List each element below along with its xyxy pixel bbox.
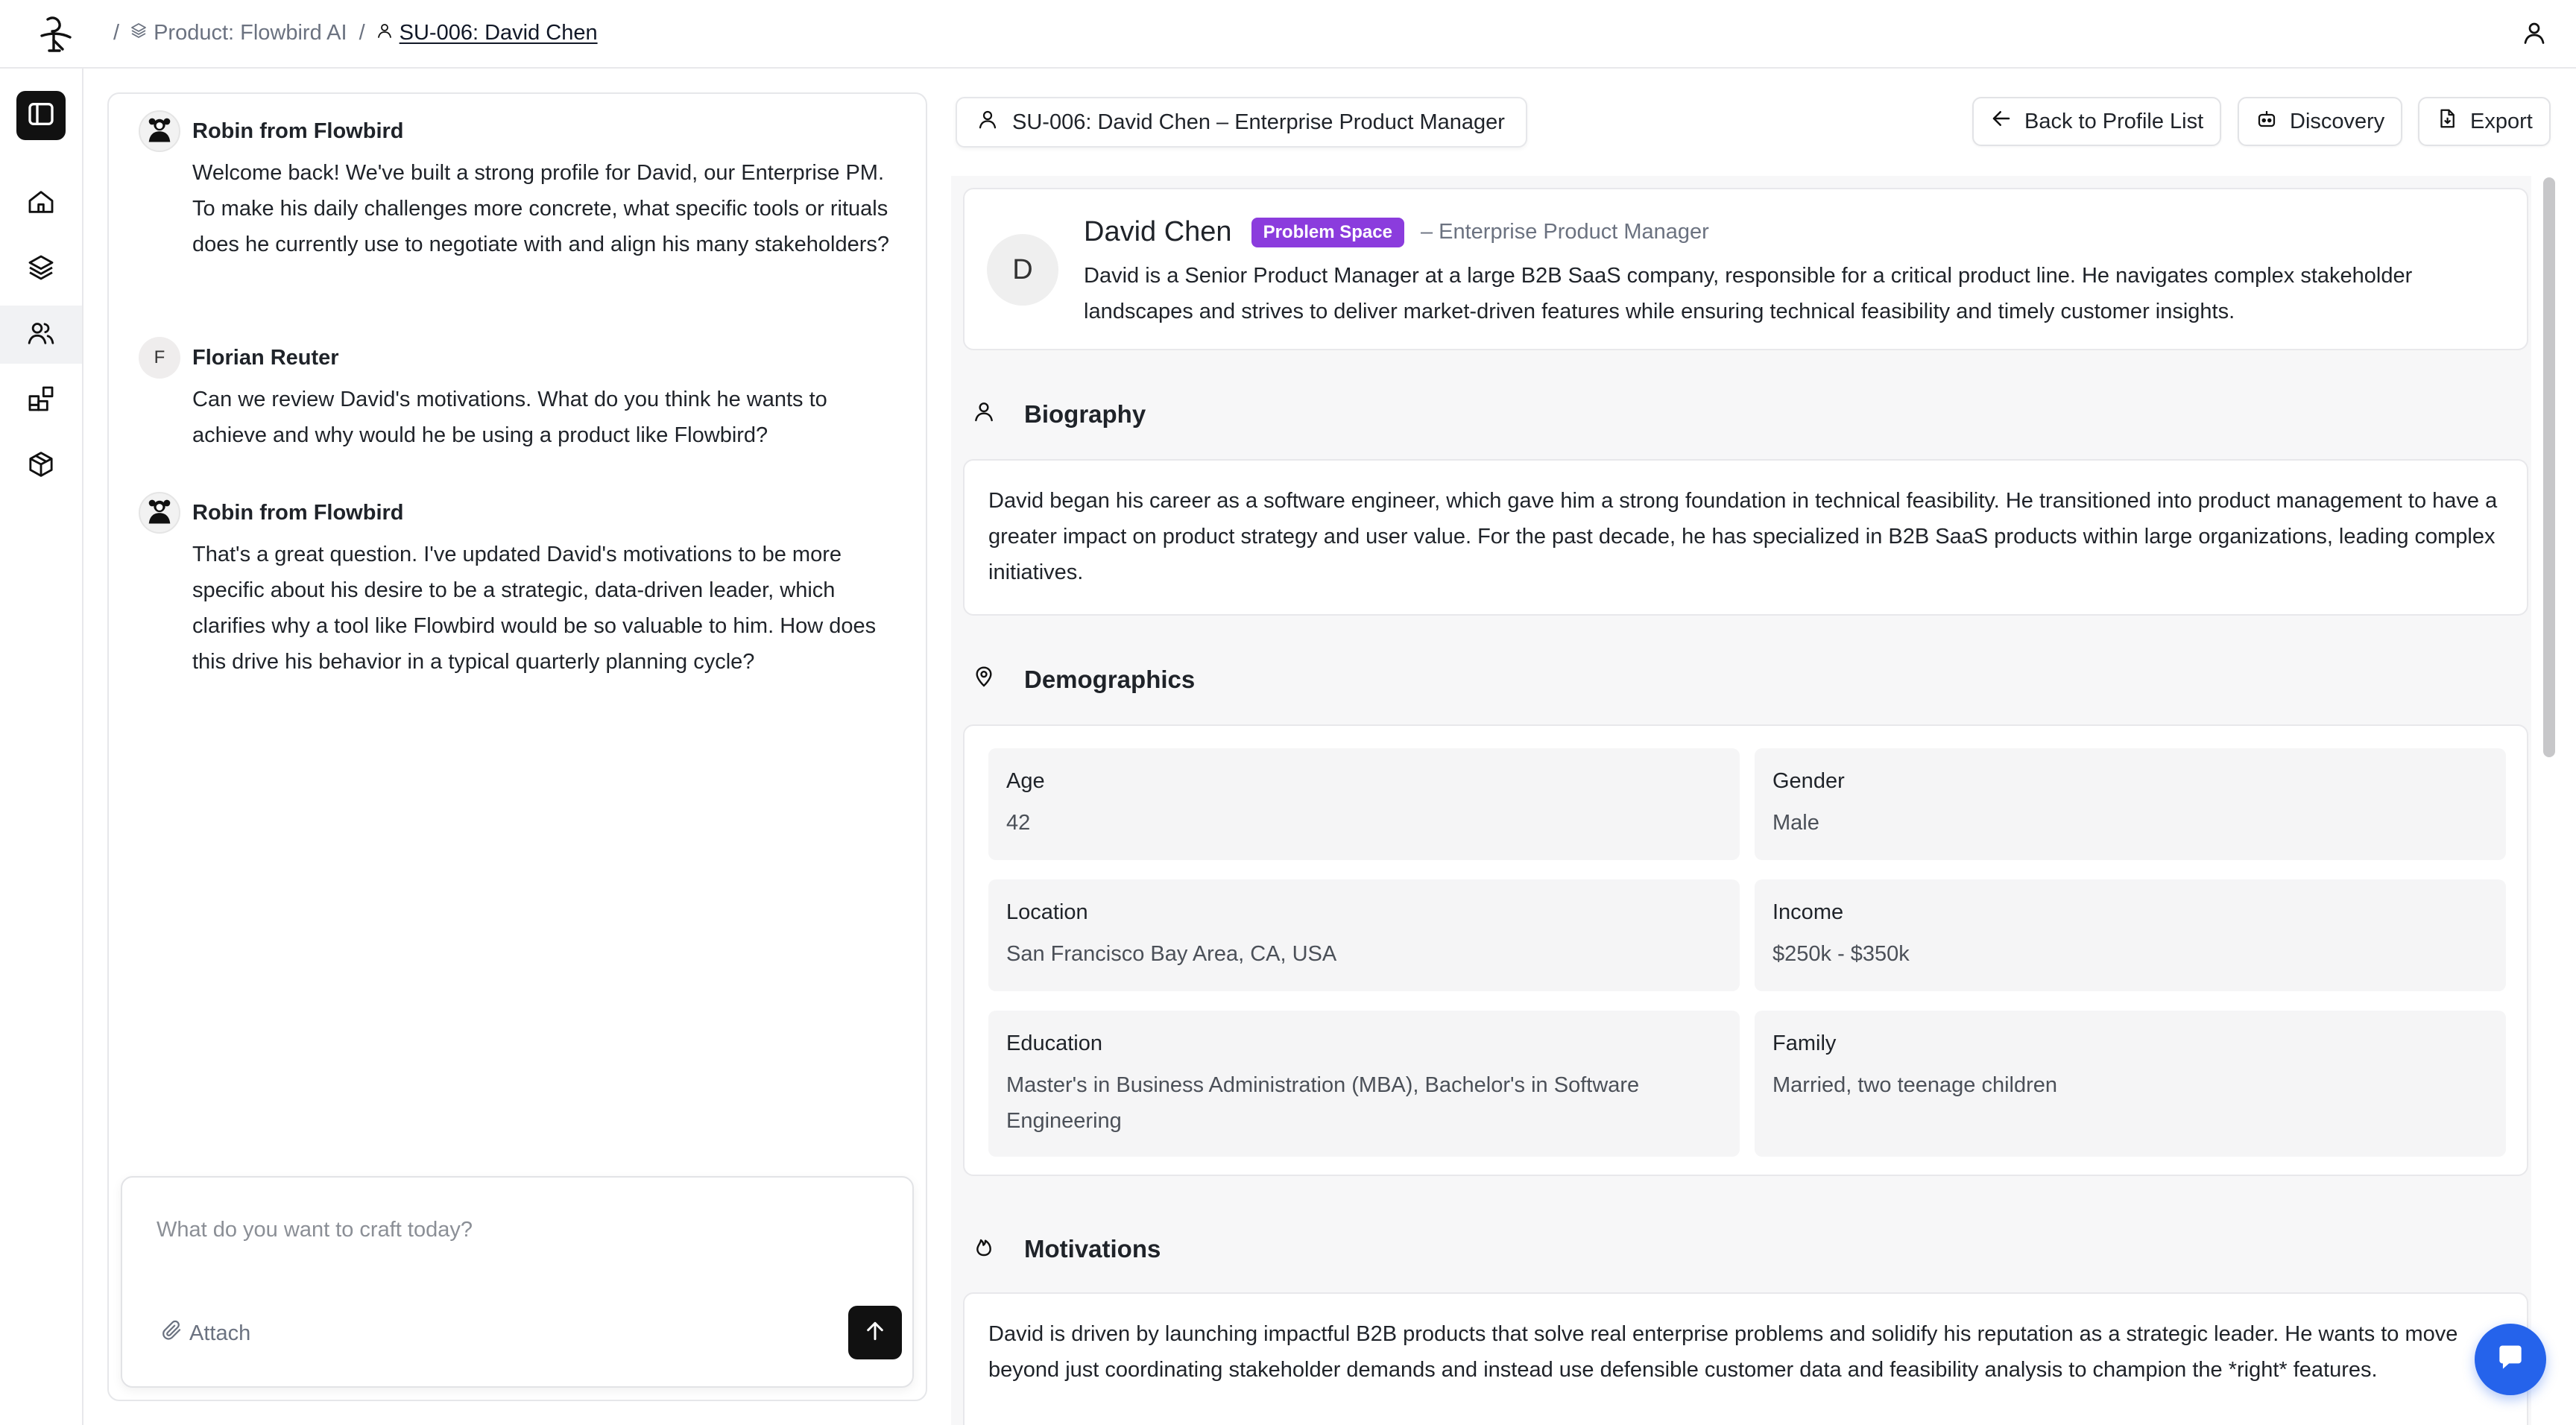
field-value: Master's in Business Administration (MBA), Bachelor's in Software Engineering bbox=[1006, 1073, 1640, 1133]
demographic-field-family bbox=[1755, 1011, 2506, 1157]
breadcrumb bbox=[110, 0, 598, 66]
home-icon bbox=[26, 187, 56, 221]
blocks-icon bbox=[26, 384, 56, 417]
discovery-label: Discovery bbox=[2290, 109, 2385, 133]
profile-avatar: D bbox=[987, 234, 1058, 306]
package-icon bbox=[26, 449, 56, 483]
nav-profiles[interactable] bbox=[0, 306, 82, 364]
field-value: Married, two teenage children bbox=[1772, 1073, 2058, 1097]
motivations-title: Motivations bbox=[1024, 1235, 1161, 1263]
chat-message bbox=[139, 109, 899, 262]
scrollbar-thumb[interactable] bbox=[2543, 177, 2555, 757]
breadcrumb-product[interactable] bbox=[130, 21, 347, 45]
biography-heading bbox=[972, 399, 1146, 429]
top-bar bbox=[0, 0, 2576, 69]
back-label: Back to Profile List bbox=[2024, 109, 2204, 133]
chat-bubble-icon bbox=[2494, 1342, 2527, 1378]
demographics-heading bbox=[972, 665, 1195, 695]
breadcrumb-profile-label: SU-006: David Chen bbox=[399, 20, 598, 45]
field-label: Income bbox=[1772, 900, 1844, 924]
file-export-icon bbox=[2436, 107, 2458, 136]
back-to-profile-list-button[interactable] bbox=[1972, 97, 2221, 146]
demographic-field-location bbox=[988, 879, 1740, 991]
export-button[interactable] bbox=[2418, 97, 2551, 146]
message-input[interactable]: What do you want to craft today? bbox=[157, 1218, 473, 1242]
motivations-heading bbox=[972, 1234, 1161, 1264]
demographic-field-income bbox=[1755, 879, 2506, 991]
export-label: Export bbox=[2470, 109, 2533, 133]
discovery-button[interactable] bbox=[2238, 97, 2402, 146]
profile-tab-label: SU-006: David Chen – Enterprise Product Manager bbox=[1012, 110, 1505, 134]
layers-icon bbox=[26, 253, 56, 286]
field-value: Male bbox=[1772, 811, 1819, 835]
sidebar-toggle-icon bbox=[26, 99, 56, 133]
profile-header-card bbox=[963, 188, 2528, 350]
message-text: Welcome back! We've built a strong profile for David, our Enterprise PM. To make his daily challenges more concrete, what specific tools or rituals does he currently use to negotiate with and align his many stakeholders? bbox=[192, 161, 890, 256]
field-label: Location bbox=[1006, 900, 1088, 924]
demographic-field-age bbox=[988, 748, 1740, 860]
flowbird-logo-icon[interactable] bbox=[37, 13, 76, 55]
chat-panel bbox=[107, 92, 927, 1401]
support-chat-button[interactable] bbox=[2475, 1324, 2546, 1395]
sidebar-toggle-button[interactable] bbox=[16, 91, 66, 140]
profile-content[interactable] bbox=[951, 176, 2531, 1425]
paperclip-icon bbox=[161, 1319, 183, 1347]
location-pin-icon bbox=[972, 665, 996, 695]
field-label: Gender bbox=[1772, 769, 1845, 793]
users-icon bbox=[26, 318, 56, 352]
profile-title-row bbox=[1084, 216, 1709, 248]
message-text: Can we review David's motivations. What do you think he wants to achieve and why would he be using a product like Flowbird? bbox=[192, 388, 827, 447]
biography-title: Biography bbox=[1024, 400, 1146, 428]
message-author: Robin from Flowbird bbox=[192, 500, 404, 525]
bot-avatar bbox=[139, 492, 180, 534]
profile-role: – Enterprise Product Manager bbox=[1420, 220, 1709, 244]
field-value: $250k - $350k bbox=[1772, 942, 1910, 966]
breadcrumb-product-label: Product: Flowbird AI bbox=[154, 20, 347, 45]
chat-message bbox=[139, 490, 899, 680]
nav-products[interactable] bbox=[0, 240, 82, 298]
message-author: Robin from Flowbird bbox=[192, 119, 404, 143]
breadcrumb-profile[interactable] bbox=[376, 21, 598, 45]
user-icon bbox=[972, 399, 996, 429]
breadcrumb-separator: / bbox=[113, 20, 120, 45]
nav-home[interactable] bbox=[0, 174, 82, 233]
nav-packages[interactable] bbox=[0, 437, 82, 495]
layers-icon bbox=[130, 21, 148, 45]
robot-icon bbox=[2255, 107, 2278, 136]
demographics-card bbox=[963, 724, 2528, 1176]
attach-button[interactable] bbox=[161, 1319, 250, 1347]
message-author: Florian Reuter bbox=[192, 345, 339, 370]
motivations-card bbox=[963, 1292, 2528, 1425]
nav-integrations[interactable] bbox=[0, 371, 82, 429]
demographic-field-gender bbox=[1755, 748, 2506, 860]
send-button[interactable] bbox=[848, 1306, 902, 1359]
profile-summary: David is a Senior Product Manager at a large B2B SaaS company, responsible for a critical product line. He navigates complex stakeholder landscapes and strives to deliver market-driven features while ensuring technical feasibility and timely customer insights. bbox=[1084, 264, 2413, 323]
field-label: Family bbox=[1772, 1031, 1837, 1055]
demographic-field-education bbox=[988, 1011, 1740, 1157]
field-value: 42 bbox=[1006, 811, 1031, 835]
arrow-left-icon bbox=[1990, 107, 2012, 136]
content-scrollbar[interactable] bbox=[2539, 176, 2561, 1425]
profile-tab[interactable] bbox=[956, 97, 1527, 148]
biography-card bbox=[963, 459, 2528, 616]
biography-text: David began his career as a software engineer, which gave him a strong foundation in technical feasibility. He transitioned into product management to have a greater impact on product strategy and user value. For the past decade, he has specialized in B2B SaaS products within large organizations, leading complex initiatives. bbox=[988, 489, 2498, 584]
breadcrumb-separator: / bbox=[359, 20, 365, 45]
status-badge: Problem Space bbox=[1251, 218, 1404, 247]
arrow-up-icon bbox=[863, 1319, 887, 1347]
motivations-text: David is driven by launching impactful B2B products that solve real enterprise problems and solidify his reputation as a strategic leader. He wants to move beyond just coordinating stakeholder demands and instead use defensible customer data and feasibility analysis to champion the *right* features. bbox=[988, 1322, 2458, 1382]
attach-label: Attach bbox=[189, 1321, 251, 1345]
profile-name: David Chen bbox=[1084, 216, 1232, 247]
chat-message bbox=[139, 335, 899, 453]
field-label: Education bbox=[1006, 1031, 1102, 1055]
user-icon bbox=[976, 108, 999, 136]
account-icon[interactable] bbox=[2521, 19, 2548, 46]
message-text: That's a great question. I've updated David's motivations to be more specific about his desire to be a strategic, data-driven leader, which clarifies why a tool like Flowbird would be so valuable to him. How does this drive his behavior in a typical quarterly planning cycle? bbox=[192, 543, 877, 674]
flame-icon bbox=[972, 1234, 996, 1264]
left-rail bbox=[0, 69, 83, 1425]
field-label: Age bbox=[1006, 769, 1045, 793]
user-avatar: F bbox=[139, 337, 180, 379]
robin-avatar-icon bbox=[143, 495, 176, 531]
field-value: San Francisco Bay Area, CA, USA bbox=[1006, 942, 1337, 966]
bot-avatar bbox=[139, 110, 180, 152]
message-composer bbox=[121, 1176, 914, 1388]
user-icon bbox=[376, 21, 394, 45]
robin-avatar-icon bbox=[143, 113, 176, 150]
demographics-title: Demographics bbox=[1024, 666, 1196, 693]
